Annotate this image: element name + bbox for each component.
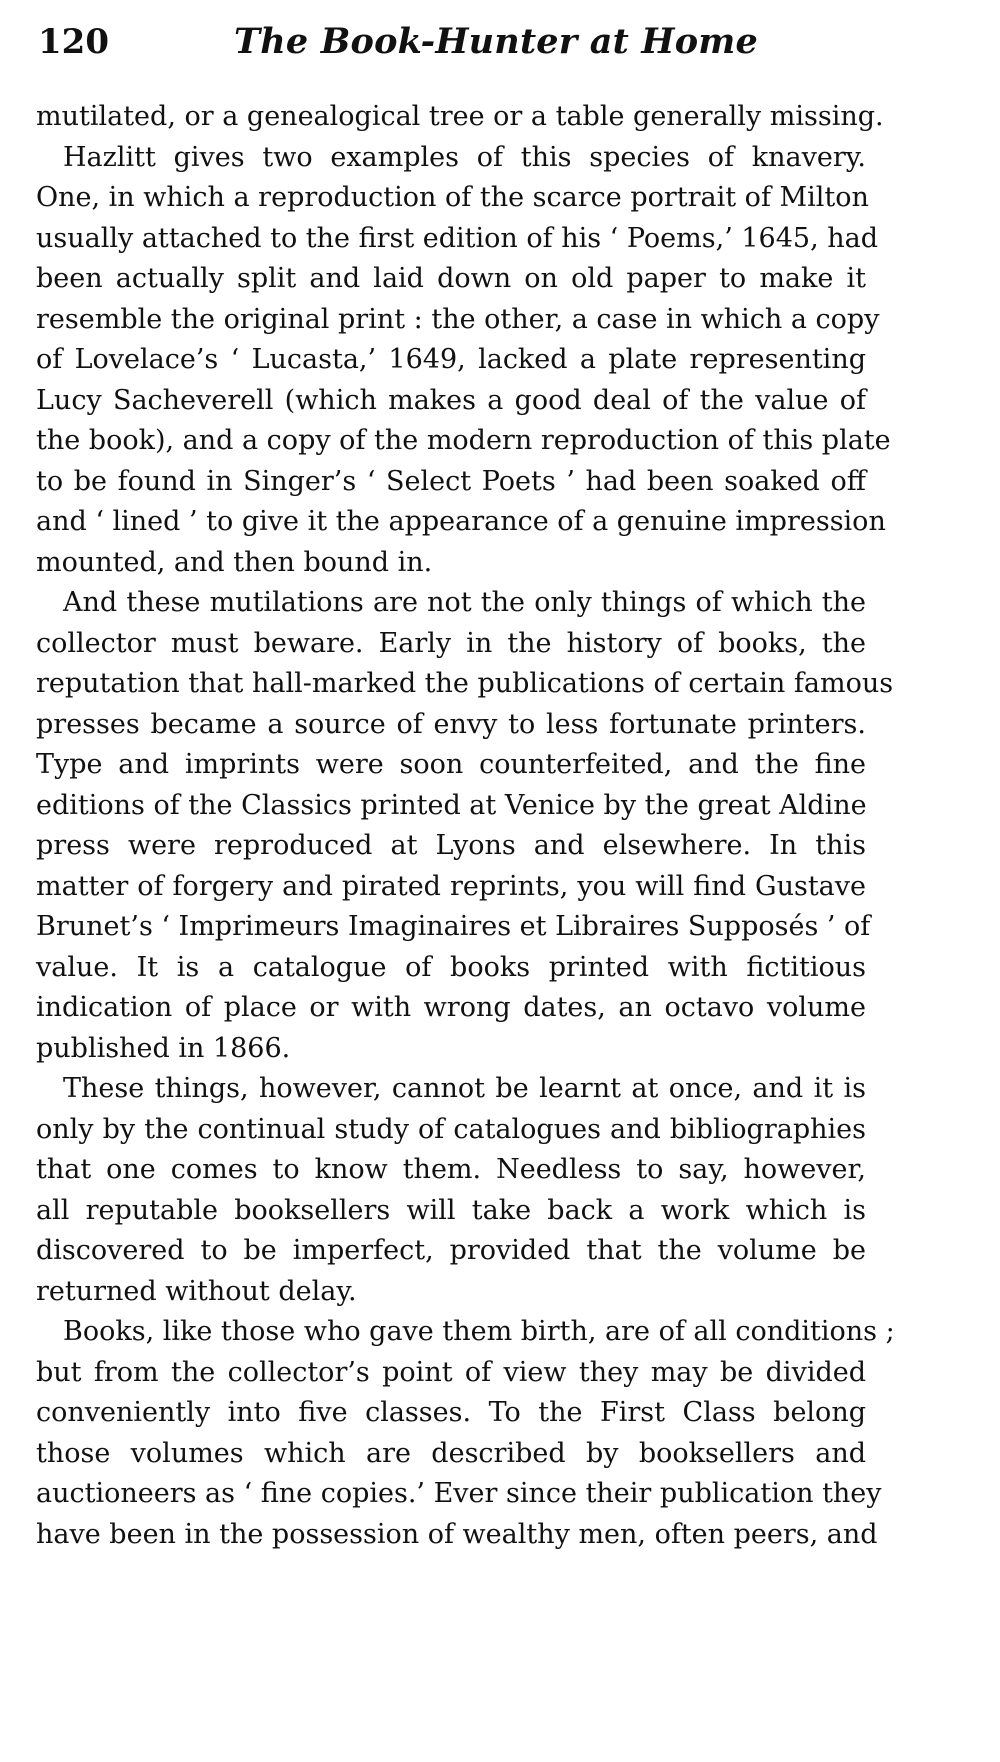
paragraph-3 xyxy=(36,583,894,1069)
text-line: value. It is a catalogue of books printed with fictitious xyxy=(36,951,866,983)
text-line: matter of forgery and pirated reprints, you will find Gustave xyxy=(36,870,866,902)
page-number: 120 xyxy=(38,22,109,62)
running-title: The Book-Hunter at Home xyxy=(234,21,758,62)
text-line: and ‘ lined ’ to give it the appearance of a genuine impression xyxy=(36,506,886,537)
text-line: Type and imprints were soon counterfeited, and the fine xyxy=(36,749,866,780)
text-line: resemble the original print : the other, a case in which a copy xyxy=(36,303,880,335)
text-line: And these mutilations are not the only things of which the xyxy=(63,587,866,618)
body-text xyxy=(36,97,895,1555)
text-line: editions of the Classics printed at Venice by the great Aldine xyxy=(36,789,867,821)
text-line: Books, like those who gave them birth, are of all conditions ; xyxy=(63,1316,895,1347)
text-line: Brunet’s ‘ Imprimeurs Imaginaires et Libraires Supposés ’ of xyxy=(36,911,871,942)
text-line: Hazlitt gives two examples of this species of knavery. xyxy=(63,141,866,173)
text-line: One, in which a reproduction of the scarce portrait of Milton xyxy=(36,182,869,213)
text-line: to be found in Singer’s ‘ Select Poets ’ had been soaked off xyxy=(36,465,866,497)
text-line: indication of place or with wrong dates, an octavo volume xyxy=(36,992,866,1023)
paragraph-5 xyxy=(36,1312,895,1555)
text-line: of Lovelace’s ‘ Lucasta,’ 1649, lacked a plate representing xyxy=(36,344,866,375)
paragraph-4 xyxy=(36,1069,866,1312)
text-line: collector must beware. Early in the history of books, the xyxy=(36,627,866,659)
text-line: published in 1866. xyxy=(36,1032,291,1064)
text-line: that one comes to know them. Needless to say, however, xyxy=(36,1154,866,1185)
text-line: press were reproduced at Lyons and elsewhere. In this xyxy=(36,830,866,861)
text-line: but from the collector’s point of view they may be divided xyxy=(36,1356,866,1388)
text-line: mounted, and then bound in. xyxy=(36,546,433,578)
text-line: mutilated, or a genealogical tree or a table generally missing. xyxy=(36,101,884,132)
running-head xyxy=(38,18,898,66)
paragraph-2 xyxy=(36,138,891,584)
text-line: presses became a source of envy to less fortunate printers. xyxy=(36,708,866,740)
paragraph-1 xyxy=(36,97,884,138)
text-line: have been in the possession of wealthy men, often peers, and xyxy=(36,1518,878,1550)
text-line: the book), and a copy of the modern reproduction of this plate xyxy=(36,425,891,456)
text-line: conveniently into five classes. To the First Class belong xyxy=(36,1397,866,1428)
text-line: only by the continual study of catalogues and bibliographies xyxy=(36,1113,866,1145)
text-line: returned without delay. xyxy=(36,1275,357,1307)
text-line: auctioneers as ‘ fine copies.’ Ever since their publication they xyxy=(36,1478,882,1509)
text-line: These things, however, cannot be learnt at once, and it is xyxy=(63,1073,866,1104)
text-line: discovered to be imperfect, provided that the volume be xyxy=(36,1235,866,1266)
text-line: been actually split and laid down on old paper to make it xyxy=(36,263,866,294)
text-line: all reputable booksellers will take back a work which is xyxy=(36,1194,866,1226)
text-line: Lucy Sacheverell (which makes a good deal of the value of xyxy=(36,384,866,416)
text-line: reputation that hall-marked the publications of certain famous xyxy=(36,668,894,699)
text-line: usually attached to the first edition of his ‘ Poems,’ 1645, had xyxy=(36,222,879,254)
text-line: those volumes which are described by booksellers and xyxy=(36,1437,866,1469)
